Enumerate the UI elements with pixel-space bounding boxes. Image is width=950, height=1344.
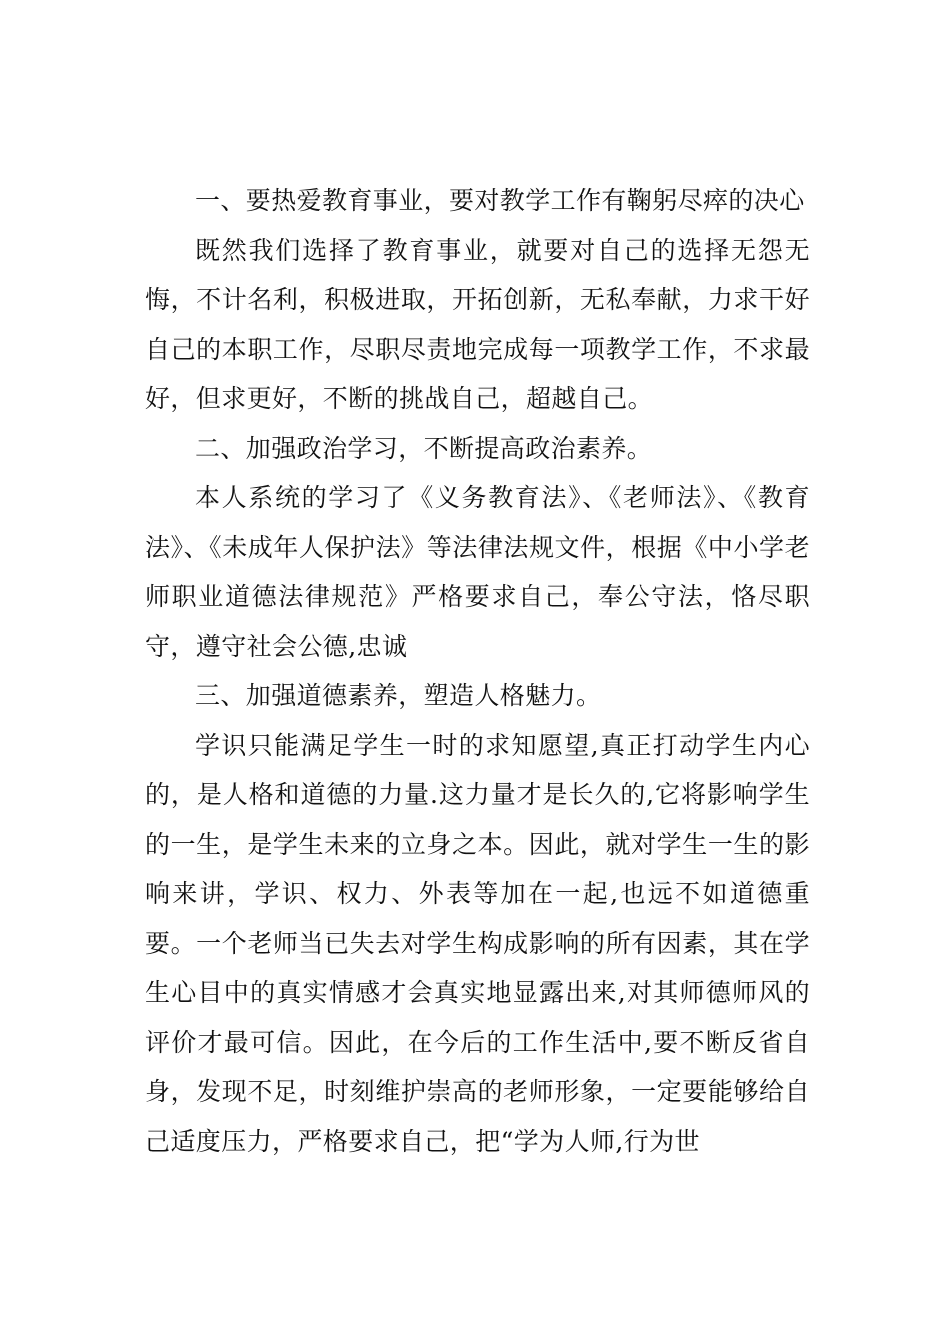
document-body: [145, 176, 810, 1166]
heading-paragraph-1: 一、要热爱教育事业，要对教学工作有鞠躬尽瘁的决心: [195, 186, 805, 215]
heading-paragraph-2: 二、加强政治学习，不断提高政治素养。: [195, 433, 653, 463]
body-paragraph-3: 学识只能满足学生一时的求知愿望,真正打动学生内心的，是人格和道德的力量.这力量才是长久的,它将影响学生的一生，是学生未来的立身之本。因此，就对学生一生的影响来讲，学识、权力、外表等加在一起,也远不如道德重要。一个老师当已失去对学生构成影响的所有因素，其在学生心目中的真实情感才会真实地显露出来,对其师德师风的评价才最可信。因此，在今后的工作生活中,要不断反省自身，发现不足，时刻维护崇高的老师形象，一定要能够给自己适度压力，严格要求自己，把“学为人师,行为世: [145, 730, 810, 1156]
heading-paragraph-3: 三、加强道德素养，塑造人格魅力。: [195, 681, 602, 710]
body-paragraph-2: 本人系统的学习了《义务教育法》、《老师法》、《教育法》、《未成年人保护法》等法律法规文件，根据《中小学老师职业道德法律规范》严格要求自己，奉公守法，恪尽职守，遵守社会公德,忠诚: [145, 483, 810, 661]
body-paragraph-1: 既然我们选择了教育事业，就要对自己的选择无怨无悔，不计名利，积极进取，开拓创新，无私奉献，力求干好自己的本职工作，尽职尽责地完成每一项教学工作，不求最好，但求更好，不断的挑战自己，超越自己。: [145, 235, 810, 413]
